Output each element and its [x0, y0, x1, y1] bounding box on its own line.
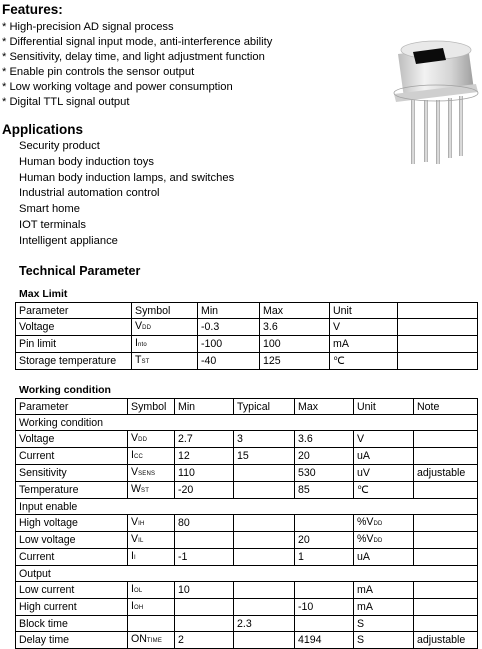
feature-item: * Digital TTL signal output [2, 96, 130, 108]
symbol-subscript: OH [133, 605, 144, 611]
min-cell: 80 [175, 515, 234, 532]
unit-main: ℃ [357, 484, 369, 496]
feature-item: * High-precision AD signal process [2, 21, 174, 33]
applications-title: Applications [2, 122, 84, 137]
section-label-cell: Input enable [16, 499, 478, 515]
parameter-cell: Voltage [16, 319, 132, 336]
working-header-cell: Note [414, 399, 478, 415]
unit-cell [354, 599, 414, 616]
application-item: IOT terminals [19, 218, 86, 231]
typical-cell [234, 632, 295, 649]
max-cell [295, 515, 354, 532]
table-row [16, 549, 478, 566]
features-list [2, 20, 272, 110]
max-cell: 3.6 [295, 431, 354, 448]
max-cell [295, 582, 354, 599]
table-row [16, 582, 478, 599]
symbol-main: V [131, 516, 139, 528]
unit-subscript: DD [373, 521, 383, 527]
table-row [16, 482, 478, 499]
symbol-subscript: CC [133, 454, 144, 460]
unit-main: S [357, 617, 365, 630]
unit-cell [354, 549, 414, 566]
min-cell [175, 599, 234, 616]
unit-main: uV [357, 467, 370, 479]
unit-cell [354, 482, 414, 499]
note-cell: adjustable [414, 465, 478, 482]
working-header-cell: Parameter [16, 399, 128, 415]
symbol-subscript: SENS [138, 471, 156, 477]
min-cell: 10 [175, 582, 234, 599]
min-cell: 2.7 [175, 431, 234, 448]
table-row [16, 336, 478, 353]
section-row [16, 566, 478, 582]
empty-cell [398, 319, 478, 336]
unit-cell: V [330, 319, 398, 336]
unit-subscript: DD [373, 538, 383, 544]
typical-cell [234, 549, 295, 566]
max-cell [295, 616, 354, 632]
unit-cell [354, 465, 414, 482]
pir-sensor-image [378, 36, 482, 166]
min-cell: -0.3 [198, 319, 260, 336]
max-cell: 85 [295, 482, 354, 499]
note-cell: adjustable [414, 632, 478, 649]
section-label-cell: Output [16, 566, 478, 582]
table-row [16, 632, 478, 649]
empty-cell [398, 353, 478, 370]
typical-cell [234, 515, 295, 532]
max-cell: 3.6 [260, 319, 330, 336]
working-condition-title: Working condition [19, 384, 111, 396]
parameter-cell: Current [16, 448, 128, 465]
unit-main: V [357, 433, 365, 445]
symbol-main: W [131, 483, 141, 495]
symbol-subscript: IL [138, 538, 144, 544]
table-row [16, 319, 478, 336]
max-limit-header-cell: Unit [330, 303, 398, 319]
unit-cell: ℃ [330, 353, 398, 370]
symbol-cell [128, 482, 175, 499]
min-cell: -1 [175, 549, 234, 566]
note-cell [414, 599, 478, 616]
table-row [16, 532, 478, 549]
max-limit-header-cell: Symbol [132, 303, 198, 319]
unit-cell [354, 616, 414, 632]
max-limit-header-cell: Min [198, 303, 260, 319]
max-limit-title: Max Limit [19, 288, 68, 300]
typical-cell: 2.3 [234, 616, 295, 632]
symbol-cell [132, 353, 198, 370]
min-cell: -40 [198, 353, 260, 370]
parameter-cell: Delay time [16, 632, 128, 649]
technical-parameter-title: Technical Parameter [19, 264, 141, 278]
applications-list [19, 139, 234, 250]
symbol-main: V [131, 533, 139, 545]
parameter-cell: Temperature [16, 482, 128, 499]
symbol-subscript: DD [138, 437, 148, 443]
note-cell [414, 482, 478, 499]
symbol-cell [128, 515, 175, 532]
symbol-cell [128, 616, 175, 632]
working-header-row [16, 399, 478, 415]
max-cell: -10 [295, 599, 354, 616]
symbol-cell [128, 431, 175, 448]
symbol-subscript: DD [142, 325, 152, 331]
symbol-main: I [131, 583, 134, 595]
symbol-cell [128, 532, 175, 549]
application-item: Human body induction lamps, and switches [19, 171, 235, 184]
symbol-cell [128, 582, 175, 599]
application-item: Intelligent appliance [19, 234, 118, 247]
max-cell: 100 [260, 336, 330, 353]
table-row [16, 616, 478, 632]
symbol-subscript: I [133, 555, 136, 561]
typical-cell [234, 532, 295, 549]
parameter-cell: Pin limit [16, 336, 132, 353]
unit-main: uA [357, 450, 370, 462]
feature-item: * Enable pin controls the sensor output [2, 66, 195, 78]
symbol-main: T [135, 354, 142, 366]
min-cell: 12 [175, 448, 234, 465]
application-item: Smart home [19, 203, 80, 216]
working-header-cell: Unit [354, 399, 414, 415]
unit-cell [354, 582, 414, 599]
parameter-cell: Voltage [16, 431, 128, 448]
unit-main: uA [357, 551, 370, 563]
note-cell [414, 532, 478, 549]
unit-cell: mA [330, 336, 398, 353]
table-row [16, 353, 478, 370]
symbol-main: I [131, 550, 134, 562]
parameter-cell: High current [16, 599, 128, 616]
application-item: Security product [19, 140, 100, 152]
max-cell: 125 [260, 353, 330, 370]
symbol-main: ON [131, 633, 147, 645]
min-cell: 110 [175, 465, 234, 482]
section-row [16, 499, 478, 515]
empty-cell [398, 336, 478, 353]
unit-cell [354, 431, 414, 448]
parameter-cell: Storage temperature [16, 353, 132, 370]
parameter-cell: Block time [16, 616, 128, 632]
max-cell: 20 [295, 532, 354, 549]
symbol-main: I [135, 337, 138, 349]
typical-cell: 15 [234, 448, 295, 465]
working-header-cell: Min [175, 399, 234, 415]
application-item: Human body induction toys [19, 155, 154, 168]
parameter-cell: Sensitivity [16, 465, 128, 482]
symbol-cell [128, 465, 175, 482]
min-cell: -20 [175, 482, 234, 499]
max-limit-table [15, 302, 478, 370]
unit-cell [354, 632, 414, 649]
note-cell [414, 448, 478, 465]
max-limit-header-cell [398, 303, 478, 319]
symbol-cell [128, 549, 175, 566]
feature-item: * Low working voltage and power consumption [2, 81, 233, 93]
typical-cell [234, 465, 295, 482]
symbol-cell [132, 319, 198, 336]
symbol-subscript: ST [141, 488, 150, 494]
min-cell: 2 [175, 632, 234, 649]
working-condition-table [15, 398, 478, 649]
parameter-cell: High voltage [16, 515, 128, 532]
typical-cell: 3 [234, 431, 295, 448]
working-header-cell: Typical [234, 399, 295, 415]
table-row [16, 448, 478, 465]
unit-cell [354, 448, 414, 465]
min-cell [175, 616, 234, 632]
max-limit-header-row [16, 303, 478, 319]
feature-item: * Differential signal input mode, anti-interference ability [2, 36, 273, 48]
section-row [16, 415, 478, 431]
symbol-main: I [131, 600, 134, 612]
unit-main: %V [357, 533, 374, 545]
working-header-cell: Symbol [128, 399, 175, 415]
max-limit-header-cell: Max [260, 303, 330, 319]
table-row [16, 599, 478, 616]
max-cell: 4194 [295, 632, 354, 649]
parameter-cell: Low current [16, 582, 128, 599]
note-cell [414, 431, 478, 448]
symbol-cell [128, 632, 175, 649]
symbol-cell [128, 599, 175, 616]
max-cell: 530 [295, 465, 354, 482]
symbol-subscript: OL [133, 588, 143, 594]
unit-main: %V [357, 516, 374, 528]
typical-cell [234, 582, 295, 599]
table-row [16, 431, 478, 448]
min-cell: -100 [198, 336, 260, 353]
typical-cell [234, 599, 295, 616]
working-header-cell: Max [295, 399, 354, 415]
max-limit-header-cell: Parameter [16, 303, 132, 319]
symbol-cell [128, 448, 175, 465]
symbol-subscript: TIME [146, 638, 163, 644]
symbol-cell [132, 336, 198, 353]
table-row [16, 515, 478, 532]
symbol-subscript: ST [141, 359, 150, 365]
section-label-cell: Working condition [16, 415, 478, 431]
table-row [16, 465, 478, 482]
feature-item: * Sensitivity, delay time, and light adjustment function [2, 51, 265, 63]
features-title: Features: [2, 2, 63, 17]
symbol-main: V [131, 432, 139, 444]
note-cell [414, 582, 478, 599]
min-cell [175, 532, 234, 549]
unit-cell [354, 532, 414, 549]
unit-main: S [357, 634, 365, 646]
symbol-main: I [131, 449, 134, 461]
note-cell [414, 616, 478, 632]
note-cell [414, 515, 478, 532]
symbol-main: V [135, 320, 143, 332]
symbol-subscript: nto [137, 342, 147, 348]
typical-cell [234, 482, 295, 499]
unit-main: mA [357, 584, 373, 596]
note-cell [414, 549, 478, 566]
unit-main: mA [357, 601, 373, 613]
application-item: Industrial automation control [19, 187, 160, 200]
symbol-subscript: IH [138, 521, 145, 527]
symbol-main: V [131, 466, 139, 478]
unit-cell [354, 515, 414, 532]
parameter-cell: Low voltage [16, 532, 128, 549]
max-cell: 1 [295, 549, 354, 566]
max-cell: 20 [295, 448, 354, 465]
parameter-cell: Current [16, 549, 128, 566]
